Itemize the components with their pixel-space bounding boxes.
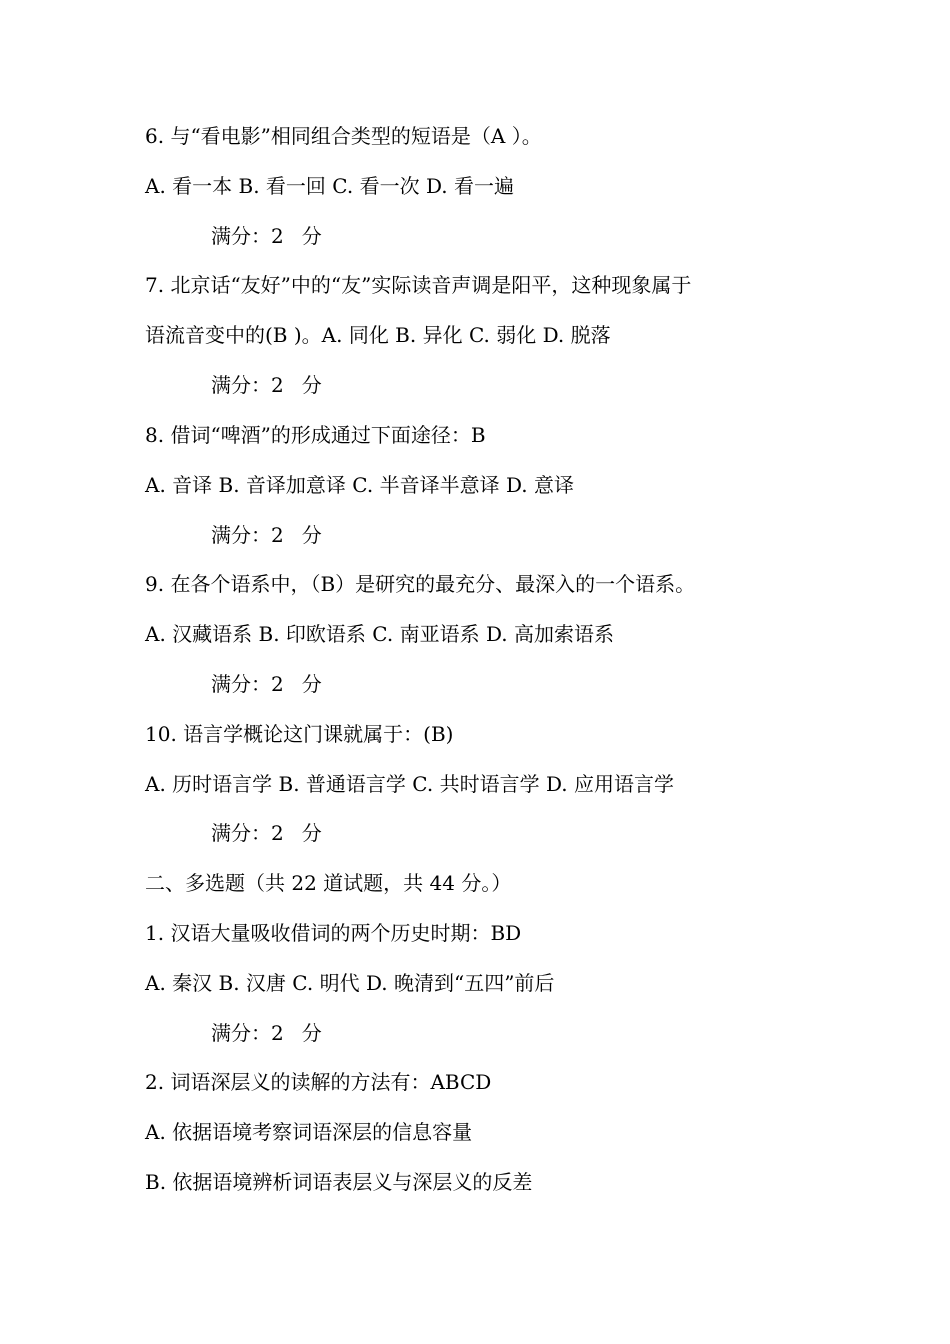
question-7-score [211, 372, 322, 398]
score-label: 满分：2 [211, 523, 284, 547]
score-label: 满分：2 [211, 224, 284, 248]
mc-question-1: 1. 汉语大量吸收借词的两个历史时期：BD [145, 921, 522, 945]
mc-question-2-option-b: B. 依据语境辨析词语表层义与深层义的反差 [145, 1170, 533, 1194]
question-7: 7. 北京话“友好”中的“友”实际读音声调是阳平，这种现象属于 [145, 273, 692, 297]
question-10: 10. 语言学概论这门课就属于：(B) [145, 722, 454, 746]
mc-question-1-score [211, 1020, 322, 1046]
question-6-score [211, 223, 322, 249]
score-label: 满分：2 [211, 373, 284, 397]
mc-question-2: 2. 词语深层义的读解的方法有：ABCD [145, 1070, 492, 1094]
score-unit: 分 [301, 821, 322, 845]
score-label: 满分：2 [211, 1021, 284, 1045]
score-unit: 分 [301, 672, 322, 696]
question-10-options: A. 历时语言学 B. 普通语言学 C. 共时语言学 D. 应用语言学 [145, 772, 674, 796]
question-8: 8. 借词“啤酒”的形成通过下面途径：B [145, 423, 486, 447]
question-7-continued: 语流音变中的(B )。A. 同化 B. 异化 C. 弱化 D. 脱落 [145, 323, 611, 347]
score-label: 满分：2 [211, 821, 284, 845]
question-6-options: A. 看一本 B. 看一回 C. 看一次 D. 看一遍 [145, 174, 514, 198]
score-unit: 分 [301, 523, 322, 547]
question-8-options: A. 音译 B. 音译加意译 C. 半音译半意译 D. 意译 [145, 473, 574, 497]
question-10-score [211, 820, 322, 846]
mc-question-1-options: A. 秦汉 B. 汉唐 C. 明代 D. 晚清到“五四”前后 [145, 971, 555, 995]
question-9-options: A. 汉藏语系 B. 印欧语系 C. 南亚语系 D. 高加索语系 [145, 622, 614, 646]
mc-question-2-option-a: A. 依据语境考察词语深层的信息容量 [145, 1120, 473, 1144]
score-label: 满分：2 [211, 672, 284, 696]
question-6: 6. 与“看电影”相同组合类型的短语是（A ）。 [145, 124, 542, 148]
score-unit: 分 [301, 224, 322, 248]
score-unit: 分 [301, 1021, 322, 1045]
section-heading-multiple-choice: 二、多选题（共 22 道试题，共 44 分。） [145, 871, 512, 895]
question-9-score [211, 671, 322, 697]
question-8-score [211, 522, 322, 548]
score-unit: 分 [301, 373, 322, 397]
question-9: 9. 在各个语系中，（B）是研究的最充分、最深入的一个语系。 [145, 572, 696, 596]
